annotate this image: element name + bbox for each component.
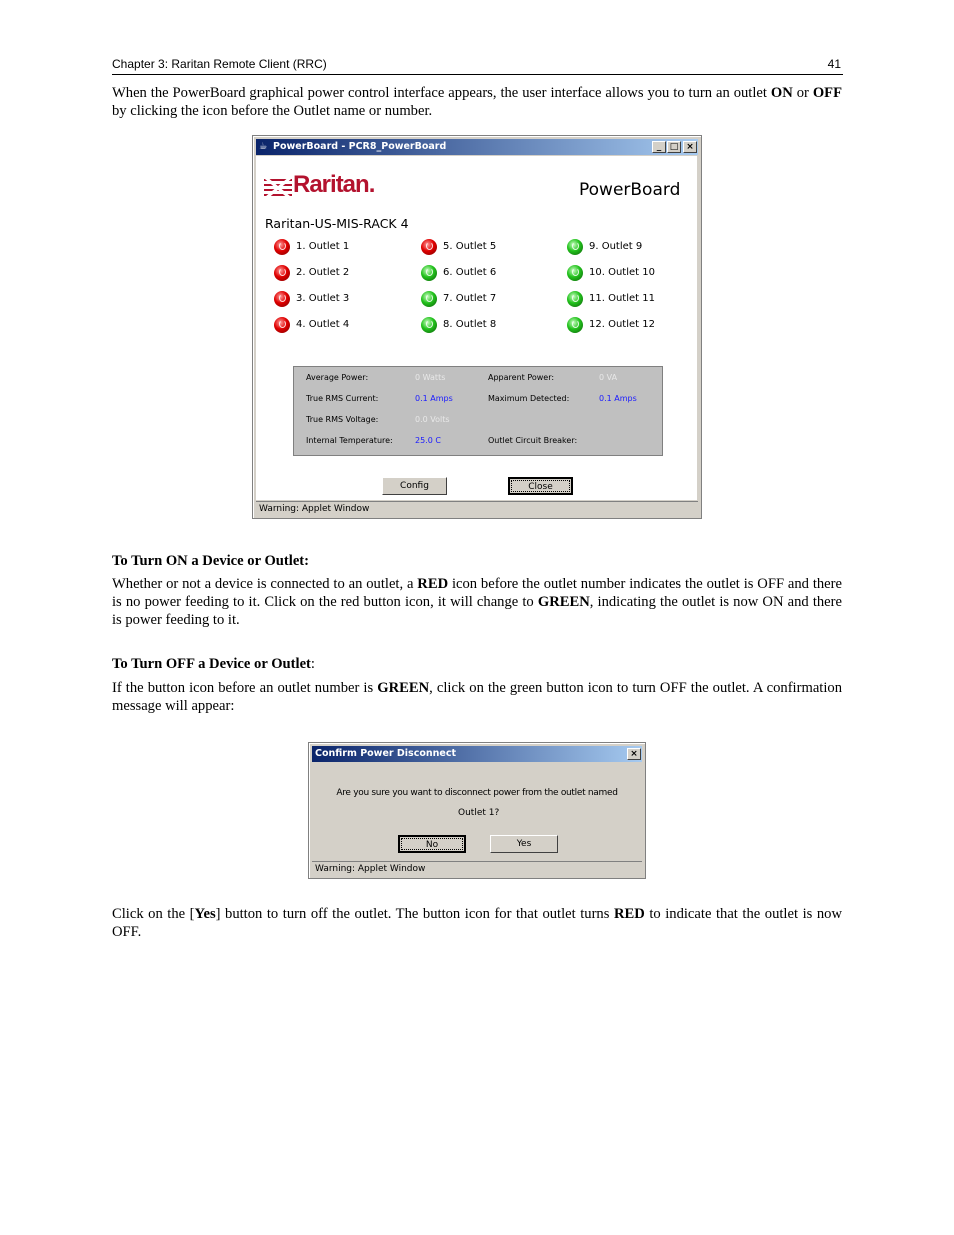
closing-yes: Yes [194, 906, 216, 922]
green-power-button-icon[interactable] [567, 317, 583, 333]
temperature-value: 25.0 C [415, 436, 441, 445]
green-power-button-icon[interactable] [421, 317, 437, 333]
outlet-label: 3. Outlet 3 [296, 293, 350, 304]
rms-current-value: 0.1 Amps [415, 394, 453, 403]
green-power-button-icon[interactable] [421, 265, 437, 281]
red-power-button-icon[interactable] [421, 239, 437, 255]
no-button[interactable]: No [398, 835, 466, 853]
outlet-label: 5. Outlet 5 [443, 241, 497, 252]
raritan-logo-text: Raritan. [293, 171, 375, 198]
turn-on-green: GREEN [537, 594, 590, 610]
green-power-button-icon[interactable] [567, 265, 583, 281]
rms-voltage-label: True RMS Voltage: [306, 415, 379, 424]
raritan-logo [263, 171, 375, 208]
yes-button[interactable]: Yes [490, 835, 558, 853]
confirm-title: Confirm Power Disconnect [315, 748, 456, 759]
confirm-titlebar[interactable] [312, 746, 642, 762]
confirm-outlet-name: Outlet 1? [458, 808, 500, 818]
closing-text-3: to indicate that the outlet is now OFF. [112, 906, 842, 940]
red-power-button-icon[interactable] [274, 291, 290, 307]
avg-power-value: 0 Watts [415, 373, 446, 382]
rack-name: Raritan-US-MIS-RACK 4 [265, 216, 409, 231]
red-power-button-icon[interactable] [274, 265, 290, 281]
intro-off: OFF [812, 85, 842, 101]
powerboard-client [256, 156, 697, 500]
apparent-power-value: 0 VA [599, 373, 618, 382]
turn-off-heading-wrap [112, 656, 315, 673]
closing-text-2: ] button to turn off the outlet. The button icon for that outlet turns [215, 906, 614, 922]
green-power-button-icon[interactable] [567, 291, 583, 307]
page-number: 41 [827, 57, 841, 71]
close-button[interactable]: Close [508, 477, 573, 495]
powerboard-statusbar: Warning: Applet Window [256, 501, 698, 517]
turn-off-paragraph [112, 679, 842, 715]
confirm-message: Are you sure you want to disconnect power from the outlet named [336, 788, 618, 798]
apparent-power-label: Apparent Power: [488, 373, 555, 382]
powerboard-window [252, 135, 702, 519]
intro-on: ON [770, 85, 793, 101]
turn-on-paragraph [112, 575, 842, 629]
confirm-body [312, 763, 642, 860]
outlet-label: 11. Outlet 11 [589, 293, 655, 304]
green-power-button-icon[interactable] [421, 291, 437, 307]
intro-text-3: by clicking the icon before the Outlet name or number. [112, 103, 433, 119]
chapter-title: Chapter 3: Raritan Remote Client (RRC) [112, 57, 327, 71]
outlet-label: 1. Outlet 1 [296, 241, 350, 252]
intro-paragraph [112, 84, 842, 120]
intro-text-2: or [792, 85, 813, 101]
maximize-button[interactable]: □ [667, 141, 681, 153]
outlet-label: 9. Outlet 9 [589, 241, 643, 252]
turn-off-heading: To Turn OFF a Device or Outlet [112, 656, 311, 672]
page-header [112, 56, 843, 75]
power-stats-panel [293, 366, 663, 456]
confirm-dialog [308, 742, 646, 879]
outlet-label: 4. Outlet 4 [296, 319, 350, 330]
app-title: PowerBoard [579, 180, 681, 200]
outlet-label: 8. Outlet 8 [443, 319, 497, 330]
turn-on-text-3: , indicating the outlet is now ON and there is power feeding to it. [112, 594, 842, 628]
raritan-logo-icon [263, 175, 293, 203]
close-dialog-button[interactable]: × [627, 748, 641, 760]
intro-text-1: When the PowerBoard graphical power control interface appears, the user interface allows you to turn an outlet [112, 85, 771, 101]
outlet-label: 10. Outlet 10 [589, 267, 655, 278]
max-detected-value: 0.1 Amps [599, 394, 637, 403]
red-power-button-icon[interactable] [274, 317, 290, 333]
closing-paragraph [112, 905, 842, 941]
turn-on-text-1: Whether or not a device is connected to an outlet, a [112, 576, 418, 592]
outlet-label: 7. Outlet 7 [443, 293, 497, 304]
outlet-label: 6. Outlet 6 [443, 267, 497, 278]
green-power-button-icon[interactable] [567, 239, 583, 255]
avg-power-label: Average Power: [306, 373, 369, 382]
outlet-label: 12. Outlet 12 [589, 319, 655, 330]
minimize-button[interactable]: _ [652, 141, 666, 153]
turn-off-text-1: If the button icon before an outlet number is [112, 680, 378, 696]
confirm-statusbar: Warning: Applet Window [312, 861, 642, 877]
java-cup-icon: ☕ [259, 141, 268, 152]
rms-current-label: True RMS Current: [306, 394, 379, 403]
turn-on-red: RED [417, 576, 449, 592]
max-detected-label: Maximum Detected: [488, 394, 570, 403]
turn-off-text-2: , click on the green button icon to turn OFF the outlet. A confirmation message will appear: [112, 680, 843, 714]
powerboard-title: PowerBoard - PCR8_PowerBoard [273, 141, 447, 152]
circuit-breaker-label: Outlet Circuit Breaker: [488, 436, 578, 445]
turn-off-colon: : [310, 656, 315, 672]
turn-on-text-2: icon before the outlet number indicates the outlet is OFF and there is no power feeding to it. Click on the red button icon, it will change to [112, 576, 842, 610]
closing-red: RED [613, 906, 645, 922]
outlet-label: 2. Outlet 2 [296, 267, 350, 278]
red-power-button-icon[interactable] [274, 239, 290, 255]
closing-text-1: Click on the [ [112, 906, 195, 922]
temperature-label: Internal Temperature: [306, 436, 393, 445]
rms-voltage-value: 0.0 Volts [415, 415, 450, 424]
turn-off-green: GREEN [377, 680, 430, 696]
powerboard-titlebar[interactable] [256, 139, 698, 155]
close-window-button[interactable]: × [683, 141, 697, 153]
turn-on-heading: To Turn ON a Device or Outlet: [112, 553, 310, 569]
config-button[interactable]: Config [382, 477, 447, 495]
